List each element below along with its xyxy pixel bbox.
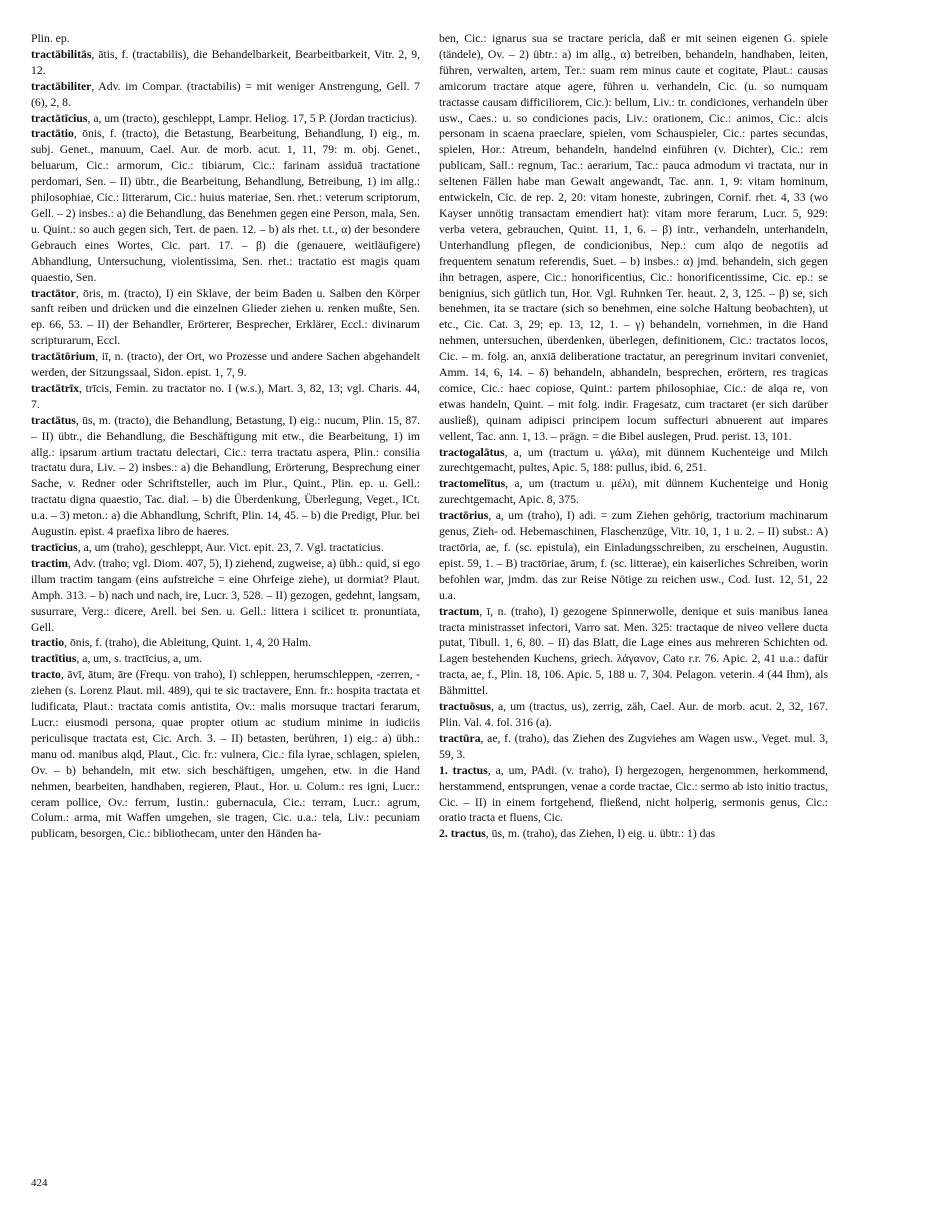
dictionary-entry bbox=[439, 445, 828, 477]
entry-text: ben, Cic.: ignarus sua se tractare pericla, daß er mit seinen eigenen G. spiele (tändele), Ov. – 2) übtr.: a) im allg., α) betreiben, behandeln, handhaben, leiten, führen, verwalten, artem, Ter.: suam rem minus caute et cogitate, Plaut.: causas amicorum tractare atque agere, führen u. verhandeln, Cic. (u. so numquam tractasse causam difficiliorem, Cic.): bellum, Liv.: tr. condiciones, verhandeln über usw., Caes.: u. so condiciones pacis, Liv.: orationem, Cic.: animos, Cic.: alcis personam in scaena praeclare, spielen, vom Schauspieler, Cic.: partes secundas, spielen, Hor.: Atreum, behandeln, handelnd einführen (v. Dichter), Cic.: rem publicam, Sall.: regnum, Tac.: aerarium, Tac.: pauca admodum vi tractata, nur in seltenen Fällen habe man Gewalt angewandt, Tac. ann. 1, 9: vitam hominum, entwickeln, Cic. de rep. 2, 20: vitam honeste, zubringen, Cornif. rhet. 4, 33 (wo Kayser unnötig transactam emendiert hat): vitam more ferarum, Lucr. 5, 929: verba vetera, gebrauchen, Quint. 11, 1, 6. – β) intr., verhandeln, unterhandeln, Unterhandlung pflegen, de condicionibus, Nep.: cum alqo de negotiis ad frequentem senatum referendis, Suet. – b) insbes.: α) jmd. behandeln, sich gegen ihn betragen, aspere, Cic.: honorificentius, Cic.: honorificentissime, Cic. ep.: se benignius, sich gütlich tun, Hor. Vgl. Ruhnken Ter. heaut. 2, 3, 125. – β) se, sich benehmen, ita se tractare (sich so benehmen, eine solche Haltung beobachten), ut etc., Cic. Cat. 3, 29; ep. 13, 12, 1. – γ) behandeln, vornehmen, in die Hand nehmen, untersuchen, überdenken, überlegen, definitionem, Cic.: tractatos locos, Cic. – m. folg. an, anxiā deliberatione tractatur, an peregrinum invitari conveniet, Amm. 14, 6, 14. – δ) behandeln, abhandeln, besprechen, erörtern, res tragicas comice, Cic.: haec copiose, Quint.: partem philosophiae, Cic.: de alqa re, von etwas handeln, Quint. – mit folg. indir. Fragesatz, cum tractaret (er sich darüber ausließ), quinam adipisci principem locum suffecturi abnuerent aut impares vellent, Tac. ann. 1, 13. – prägn. = die Bibel auslegen, Prud. perist. 13, 101. bbox=[439, 32, 828, 443]
dictionary-entry bbox=[31, 556, 420, 636]
dictionary-entry bbox=[31, 79, 420, 111]
entry-lemma: tractōrius bbox=[439, 509, 489, 523]
entry-text: , ōnis, f. (traho), die Ableitung, Quint. 1, 4, 20 Halm. bbox=[64, 636, 312, 650]
dictionary-entry bbox=[439, 604, 828, 699]
entry-text: , iī, n. (tracto), der Ort, wo Prozesse und andere Sachen abgehandelt werden, der Sitzungssaal, Sidon. epist. 1, 7, 9. bbox=[31, 350, 420, 380]
dictionary-entry bbox=[31, 381, 420, 413]
entry-text: , a, um (tracto), geschleppt, Lampr. Heliog. 17, 5 P. (Jordan tracticius). bbox=[87, 111, 418, 125]
entry-lemma: tractātio bbox=[31, 127, 74, 141]
entry-text: Plin. ep. bbox=[31, 32, 70, 45]
left-column bbox=[31, 31, 420, 842]
entry-lemma: tractābilitās bbox=[31, 47, 92, 61]
entry-text: , a, um (traho), I) adi. = zum Ziehen gehörig, tractorium machinarum genus, Zieh- od. Hebemaschinen, Flaschenzüge, Vitr. 10, 1, 1 u. 2. – II) subst.: A) tractōria, ae, f. (sc. epistula), ein Einladungsschreiben, zu erscheinen, Augustin. epist. 59, 1. – B) tractōriae, ārum, f. (sc. litterae), ein kaiserliches Schreiben, worin befohlen war, jmdm. das zur Reise Nötige zu reichen usw., Cod. Iust. 12, 51, 22 u.a. bbox=[439, 509, 828, 602]
entry-lemma: tractātor bbox=[31, 286, 76, 300]
entry-text: , trīcis, Femin. zu tractator no. I (w.s.), Mart. 3, 82, 13; vgl. Charis. 44, 7. bbox=[31, 381, 420, 411]
entry-lemma: tractomelītus bbox=[439, 477, 506, 491]
entry-text: , a, um, PAdi. (v. traho), I) hergezogen, hergenommen, herkommend, herstammend, entsprungen, venae a corde tractae, Cic.: sermo ab isto initio tractus, Cic. – II) in einem fortgehend, fließend, nicht holperig, sermonis genus, Cic.: oratio tracta et fluens, Cic. bbox=[439, 763, 828, 825]
entry-lemma: tractum bbox=[439, 604, 480, 618]
entry-lemma: tractītius bbox=[31, 652, 77, 666]
entry-lemma: tractātrīx bbox=[31, 381, 80, 395]
entry-lemma: tractio bbox=[31, 636, 65, 650]
dictionary-entry bbox=[31, 349, 420, 381]
dictionary-entry bbox=[31, 47, 420, 79]
page-number: 424 bbox=[31, 1177, 48, 1189]
dictionary-entry bbox=[439, 31, 828, 445]
entry-lemma: tractūra bbox=[439, 731, 481, 745]
entry-text: , ī, n. (traho), I) gezogene Spinnerwolle, denique et suis manibus lanea tracta ministrasset infectori, Varro sat. Men. 325: tractaque de niveo vellere ducta putat, Tibull. 1, 6, 80. – II) das Blatt, die Lage eines aus mehreren Schichten od. Lagen bestehenden Kuchens, griech. λάγανον, Cato r.r. 76. Apic. 2, 41 u.a.: dafür tracta, ae, f., Plin. 18, 106. Apic. 5, 188 u. 7, 304. Pelagon. veterin. 4 (44 Ihm), als Bähmittel. bbox=[439, 604, 828, 698]
entry-lemma: tractogalātus bbox=[439, 445, 505, 459]
entry-text: , Adv. (traho; vgl. Diom. 407, 5), I) ziehend, zugweise, a) übh.: quid, si ego illum tractim tangam (eins aufstreiche = eine Ohrfeige ziehe), ut dormiat? Plaut. Amph. 313. – b) nach und nach, ire, Lucr. 3, 528. – II) gezogen, gedehnt, langsam, susurrare, Verg.: dicere, Arell. bei Sen. u. Gell.: littera i scilicet tr. pronuntiata, Gell. bbox=[31, 556, 420, 634]
dictionary-entry bbox=[439, 476, 828, 508]
entry-text: , a, um (tractum u. γάλα), mit dünnem Kuchenteige und Milch zurechtgemacht, pultes, Apic. 5, 188: pullus, ibid. 6, 251. bbox=[439, 445, 828, 475]
entry-text: , a, um (tractus, us), zerrig, zäh, Cael. Aur. de morb. acut. 2, 32, 167. Plin. Val. 4. fol. 316 (a). bbox=[439, 700, 828, 729]
dictionary-entry bbox=[31, 111, 420, 127]
entry-text: , ātis, f. (tractabilis), die Behandelbarkeit, Bearbeitbarkeit, Vitr. 2, 9, 12. bbox=[31, 47, 420, 77]
right-column bbox=[439, 31, 828, 842]
dictionary-entry bbox=[31, 413, 420, 540]
dictionary-entry bbox=[439, 508, 828, 603]
dictionary-entry bbox=[439, 699, 828, 731]
entry-text: , ōnis, f. (tracto), die Betastung, Bearbeitung, Behandlung, I) eig., m. subj. Genet., manuum, Cael. Aur. de morb. acut. 1, 11, 79: m. obj. Genet., beluarum, Cic.: armorum, Cic.: tibiarum, Cic.: farinam assiduā tractatione perdomari, Sen. – II) übtr., die Bearbeitung, Behandlung, Betreibung, 1) im allg.: philosophiae, Cic.: litterarum, Cic.: huius materiae, Sen. rhet.: veterum scriptorum, Gell. – 2) insbes.: a) die Behandlung, das Benehmen gegen eine Person, mala, Sen. u. Quint.: so auch gegen sich, Tert. de paen. 12. – b) als rhet. t.t., α) der besondere Gebrauch eines Wortes, Cic. part. 17. – β) die (genauere, weitläufigere) Abhandlung, Untersuchung, violentissima, Sen. rhet.: tractatio est magis quam quaestio, Sen. bbox=[31, 127, 420, 284]
dictionary-entry bbox=[31, 651, 420, 667]
entry-text: , ae, f. (traho), das Ziehen des Zugviehes am Wagen usw., Veget. mul. 3, 59, 3. bbox=[439, 731, 828, 761]
dictionary-entry bbox=[31, 635, 420, 651]
entry-lemma: tractīcius bbox=[31, 541, 78, 554]
entry-lemma: tracto bbox=[31, 668, 61, 682]
entry-lemma: tractātīcius bbox=[31, 111, 88, 125]
dictionary-entry bbox=[439, 731, 828, 763]
entry-lemma: tractātōrium bbox=[31, 350, 96, 364]
entry-lemma: tractuōsus bbox=[439, 700, 491, 714]
dictionary-entry bbox=[31, 286, 420, 350]
dictionary-entry bbox=[439, 826, 828, 842]
entry-text: , a, um (tractum u. μέλι), mit dünnem Kuchenteige und Honig zurechtgemacht, Apic. 8, 375. bbox=[439, 477, 828, 507]
entry-text: , ūs, m. (tracto), die Behandlung, Betastung, I) eig.: nucum, Plin. 15, 87. – II) übtr., die Behandlung, die Beschäftigung mit etw., die Bearbeitung, 1) im allg.: ipsarum artium tractatu delectari, Cic.: terra tractatu aspera, Plin.: consilia tractatu dura, Liv. – 2) insbes.: a) die Behandlung, Erörterung, Besprechung einer Sache, v. Redner oder Schriftsteller, auch im Plur., Quint., Plin. ep. u. Gell.: tractatu digna quaestio, Tac. dial. – b) die Überdenkung, Überlegung, Veget., ICt. u.a. – 3) meton.: a) die Abhandlung, Schrift, Plin. 14, 45. – b) die Predigt, Plur. bei Augustin. epist. 4 praefixa libro de haeres. bbox=[31, 413, 420, 539]
entry-lemma: 2. tractus bbox=[439, 827, 486, 841]
entry-text: , ōris, m. (tracto), I) ein Sklave, der beim Baden u. Salben den Körper sanft reiben und drücken und die einzelnen Glieder ziehen u. renken mußte, Sen. ep. 66, 53. – II) der Behandler, Erörterer, Besprecher, Erklärer, Eccl.: divinarum scripturarum, Eccl. bbox=[31, 286, 420, 348]
entry-text: , a, um (traho), geschleppt, Aur. Vict. epit. 23, 7. Vgl. tractaticius. bbox=[77, 541, 384, 554]
entry-text: , āvī, ātum, āre (Frequ. von traho), I) schleppen, herumschleppen, -zerren, -ziehen (s. Lorenz Plaut. mil. 489), qui te sic tractavere, Enn. fr.: hospita tractata et ludificata, Plaut.: tractata comis antistita, Ov.: malis morsuque tractari ferarum, Lucr.: eiusmodi persona, quae propter otium ac studium minime in iudiciis periculisque tractata est, Cic. Arch. 3. – II) betasten, berühren, 1) eig.: a) übh.: manu od. manibus alqd, Plaut., Cic. fr.: vulnera, Cic.: fila lyrae, schlagen, spielen, Ov. – b) behandeln, mit etw. sich beschäftigen, umgehen, etw. in die Hand nehmen, bearbeiten, handhaben, regieren, Plaut., Hor. u. Colum.: res igni, Lucr.: ceram pollice, Ov.: ferrum, Iustin.: gubernacula, Cic.: terram, Lucr.: agrum, Colum.: arma, mit Waffen umgehen, sie tragen, Cic. u.a.: tela, Liv.: pecuniam publicam, besorgen, Cic.: bibliothecam, unter den Händen ha- bbox=[31, 668, 420, 841]
entry-lemma: tractim bbox=[31, 556, 68, 570]
entry-text: , Adv. im Compar. (tractabilis) = mit weniger Anstrengung, Gell. 7 (6), 2, 8. bbox=[31, 79, 420, 109]
entry-text: , a, um, s. tractīcius, a, um. bbox=[76, 652, 203, 666]
dictionary-entry bbox=[31, 667, 420, 842]
entry-lemma: tractātus bbox=[31, 413, 76, 427]
dictionary-entry bbox=[31, 31, 420, 47]
dictionary-entry bbox=[31, 540, 420, 556]
entry-lemma: tractābiliter bbox=[31, 79, 92, 93]
dictionary-entry bbox=[31, 126, 420, 285]
entry-text: , ūs, m. (traho), das Ziehen, I) eig. u. übtr.: 1) das bbox=[485, 827, 716, 841]
entry-lemma: 1. tractus bbox=[439, 763, 488, 777]
dictionary-entry bbox=[439, 763, 828, 827]
